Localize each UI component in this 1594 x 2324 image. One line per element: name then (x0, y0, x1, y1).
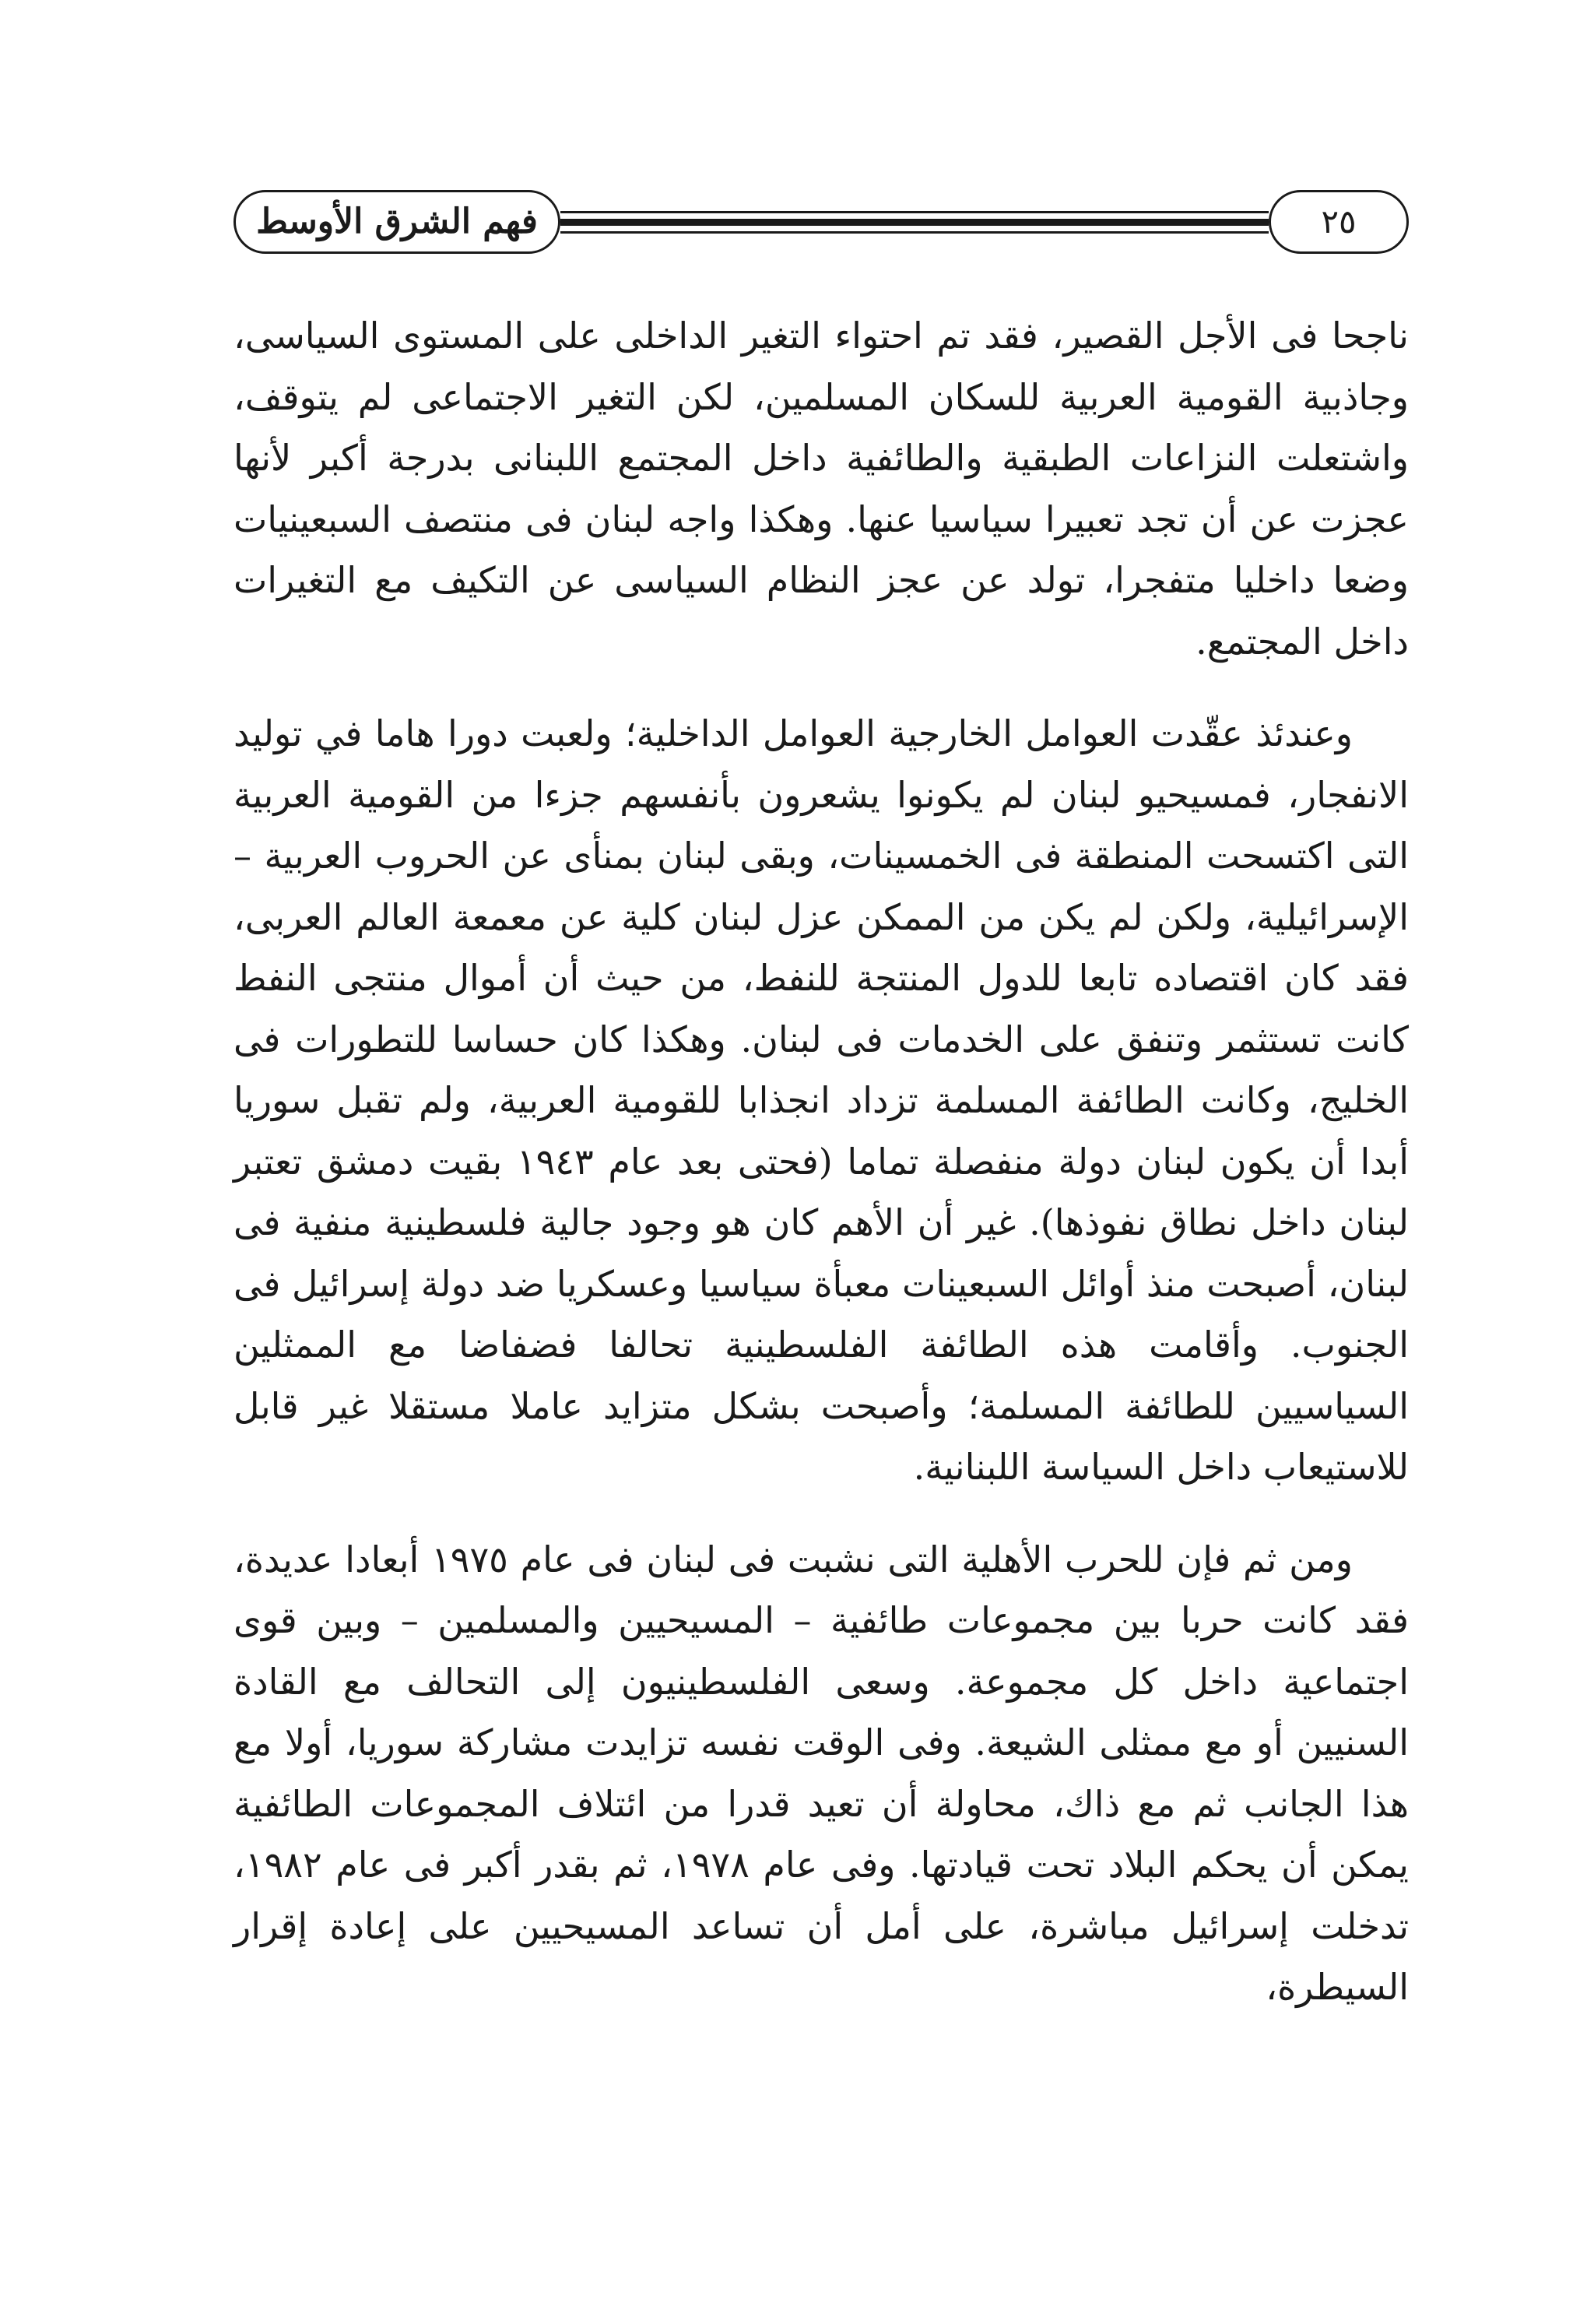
header-rule (560, 231, 1269, 234)
paragraph-2: وعندئذ عقّدت العوامل الخارجية العوامل الداخلية؛ ولعبت دورا هاما في توليد الانفجار، فمسيحيو لبنان لم يكونوا يشعرون بأنفسهم جزءا من القومية العربية التى اكتسحت المنطقة فى الخمسينات، وبقى لبنان بمنأى عن الحروب العربية – الإسرائيلية، ولكن لم يكن من الممكن عزل لبنان كلية عن معمعة العالم العربى، فقد كان اقتصاده تابعا للدول المنتجة للنفط، من حيث أن أموال منتجى النفط كانت تستثمر وتنفق على الخدمات فى لبنان. وهكذا كان حساسا للتطورات فى الخليج، وكانت الطائفة المسلمة تزداد انجذابا للقومية العربية، ولم تقبل سوريا أبدا أن يكون لبنان دولة منفصلة تماما (فحتى بعد عام ١٩٤٣ بقيت دمشق تعتبر لبنان داخل نطاق نفوذها). غير أن الأهم كان هو وجود جالية فلسطينية منفية فى لبنان، أصبحت منذ أوائل السبعينات معبأة سياسيا وعسكريا ضد دولة إسرائيل فى الجنوب. وأقامت هذه الطائفة الفلسطينية تحالفا فضفاضا مع الممثلين السياسيين للطائفة المسلمة؛ وأصبحت بشكل متزايد عاملا مستقلا غير قابل للاستيعاب داخل السياسة اللبنانية. (233, 712, 1409, 1488)
text-body (233, 305, 1409, 2018)
book-title: فهم الشرق الأوسط (233, 190, 560, 254)
header-rule (560, 219, 1269, 226)
page-number: ٢٥ (1269, 190, 1409, 254)
page-header (233, 182, 1409, 268)
header-rule (560, 211, 1269, 213)
paragraph-1: ناجحا فى الأجل القصير، فقد تم احتواء التغير الداخلى على المستوى السياسى، وجاذبية القومية العربية للسكان المسلمين، لكن التغير الاجتماعى لم يتوقف، واشتعلت النزاعات الطبقية والطائفية داخل المجتمع اللبنانى بدرجة أكبر لأنها عجزت عن أن تجد تعبيرا سياسيا عنها. وهكذا واجه لبنان فى منتصف السبعينيات وضعا داخليا متفجرا، تولد عن عجز النظام السياسى عن التكيف مع التغيرات داخل المجتمع. (233, 315, 1409, 663)
paragraph-3: ومن ثم فإن للحرب الأهلية التى نشبت فى لبنان فى عام ١٩٧٥ أبعادا عديدة، فقد كانت حربا بين مجموعات طائفية – المسيحيين والمسلمين – وبين قوى اجتماعية داخل كل مجموعة. وسعى الفلسطينيون إلى التحالف مع القادة السنيين أو مع ممثلى الشيعة. وفى الوقت نفسه تزايدت مشاركة سوريا، أولا مع هذا الجانب ثم مع ذاك، محاولة أن تعيد قدرا من ائتلاف المجموعات الطائفية يمكن أن يحكم البلاد تحت قيادتها. وفى عام ١٩٧٨، ثم بقدر أكبر فى عام ١٩٨٢، تدخلت إسرائيل مباشرة، على أمل أن تساعد المسيحيين على إعادة إقرار السيطرة، (233, 1538, 1409, 2008)
